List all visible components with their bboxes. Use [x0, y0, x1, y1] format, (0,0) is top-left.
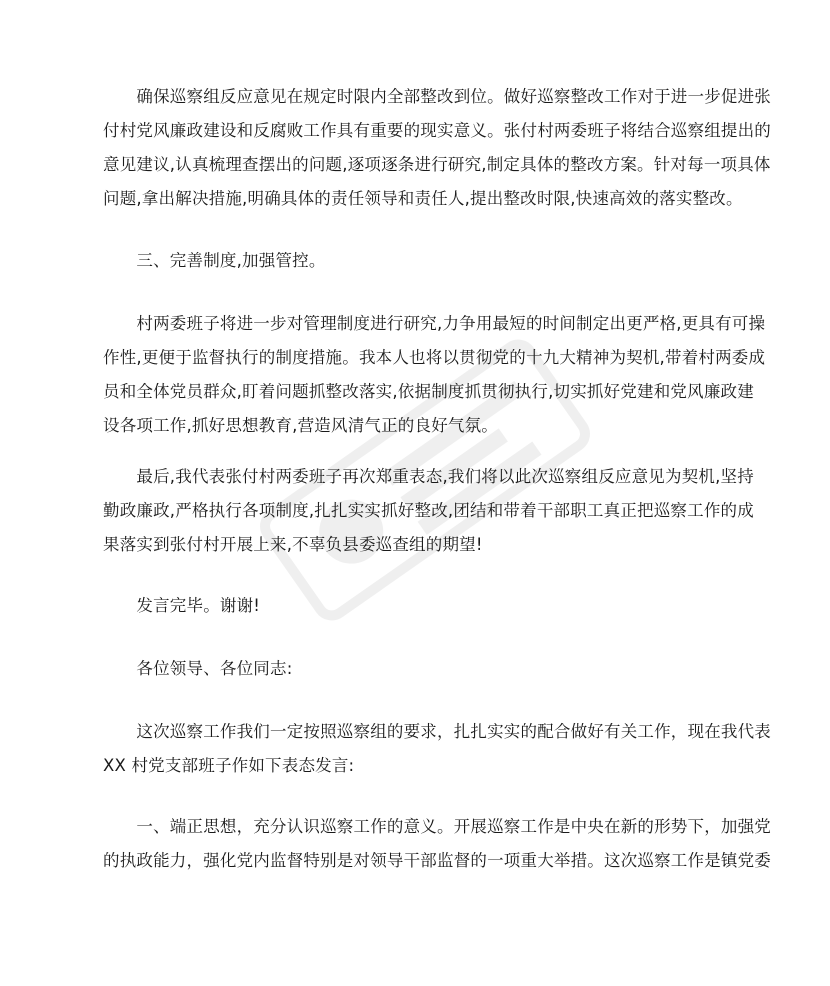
text-line: 的执政能力，强化党内监督特别是对领导干部监督的一项重大举措。这次巡察工作是镇党委	[103, 851, 771, 870]
text-line: 勤政廉政,严格执行各项制度,扎扎实实抓好整改,团结和带着干部职工真正把巡察工作的成	[103, 501, 754, 520]
paragraph-salutation	[103, 652, 733, 686]
paragraph-intro	[103, 715, 771, 783]
text-line: 意见建议,认真梳理查摆出的问题,逐项逐条进行研究,制定具体的整改方案。针对每一项具体	[103, 155, 771, 174]
paragraph-rectification	[103, 80, 771, 216]
text-line: 一、端正思想，充分认识巡察工作的意义。开展巡察工作是中央在新的形势下，加强党	[103, 817, 771, 836]
text-line: 确保巡察组反应意见在规定时限内全部整改到位。做好巡察整改工作对于进一步促进张	[103, 87, 771, 106]
text-line: 设各项工作,抓好思想教育,营造风清气正的良好气氛。	[103, 416, 498, 435]
text-line: 作性,更便于监督执行的制度措施。我本人也将以贯彻党的十九大精神为契机,带着村两委成	[103, 348, 766, 367]
text-line: 各位领导、各位同志:	[103, 659, 293, 678]
text-line: 这次巡察工作我们一定按照巡察组的要求，扎扎实实的配合做好有关工作，现在我代表	[103, 722, 771, 741]
text-line: 最后,我代表张付村两委班子再次郑重表态,我们将以此次巡察组反应意见为契机,坚持	[103, 467, 754, 486]
text-line: 员和全体党员群众,盯着问题抓整改落实,依据制度抓贯彻执行,切实抓好党建和党风廉政建	[103, 382, 754, 401]
paragraph-point-1	[103, 810, 771, 878]
paragraph-conclusion	[103, 460, 754, 562]
paragraph-closing	[103, 589, 733, 623]
text-line: 问题,拿出解决措施,明确具体的责任领导和责任人,提出整改时限,快速高效的落实整改。	[103, 189, 743, 208]
text-line: 三、完善制度,加强管控。	[103, 251, 326, 270]
text-line: 发言完毕。谢谢!	[103, 596, 261, 615]
text-line: 果落实到张付村开展上来,不辜负县委巡查组的期望!	[103, 535, 483, 554]
paragraph-system	[103, 307, 766, 443]
section-heading-3	[103, 244, 733, 278]
text-line: 村两委班子将进一步对管理制度进行研究,力争用最短的时间制定出更严格,更具有可操	[103, 314, 766, 333]
text-line: 付村党风廉政建设和反腐败工作具有重要的现实意义。张付村两委班子将结合巡察组提出的	[103, 121, 771, 140]
text-line: XX 村党支部班子作如下表态发言:	[103, 756, 355, 775]
